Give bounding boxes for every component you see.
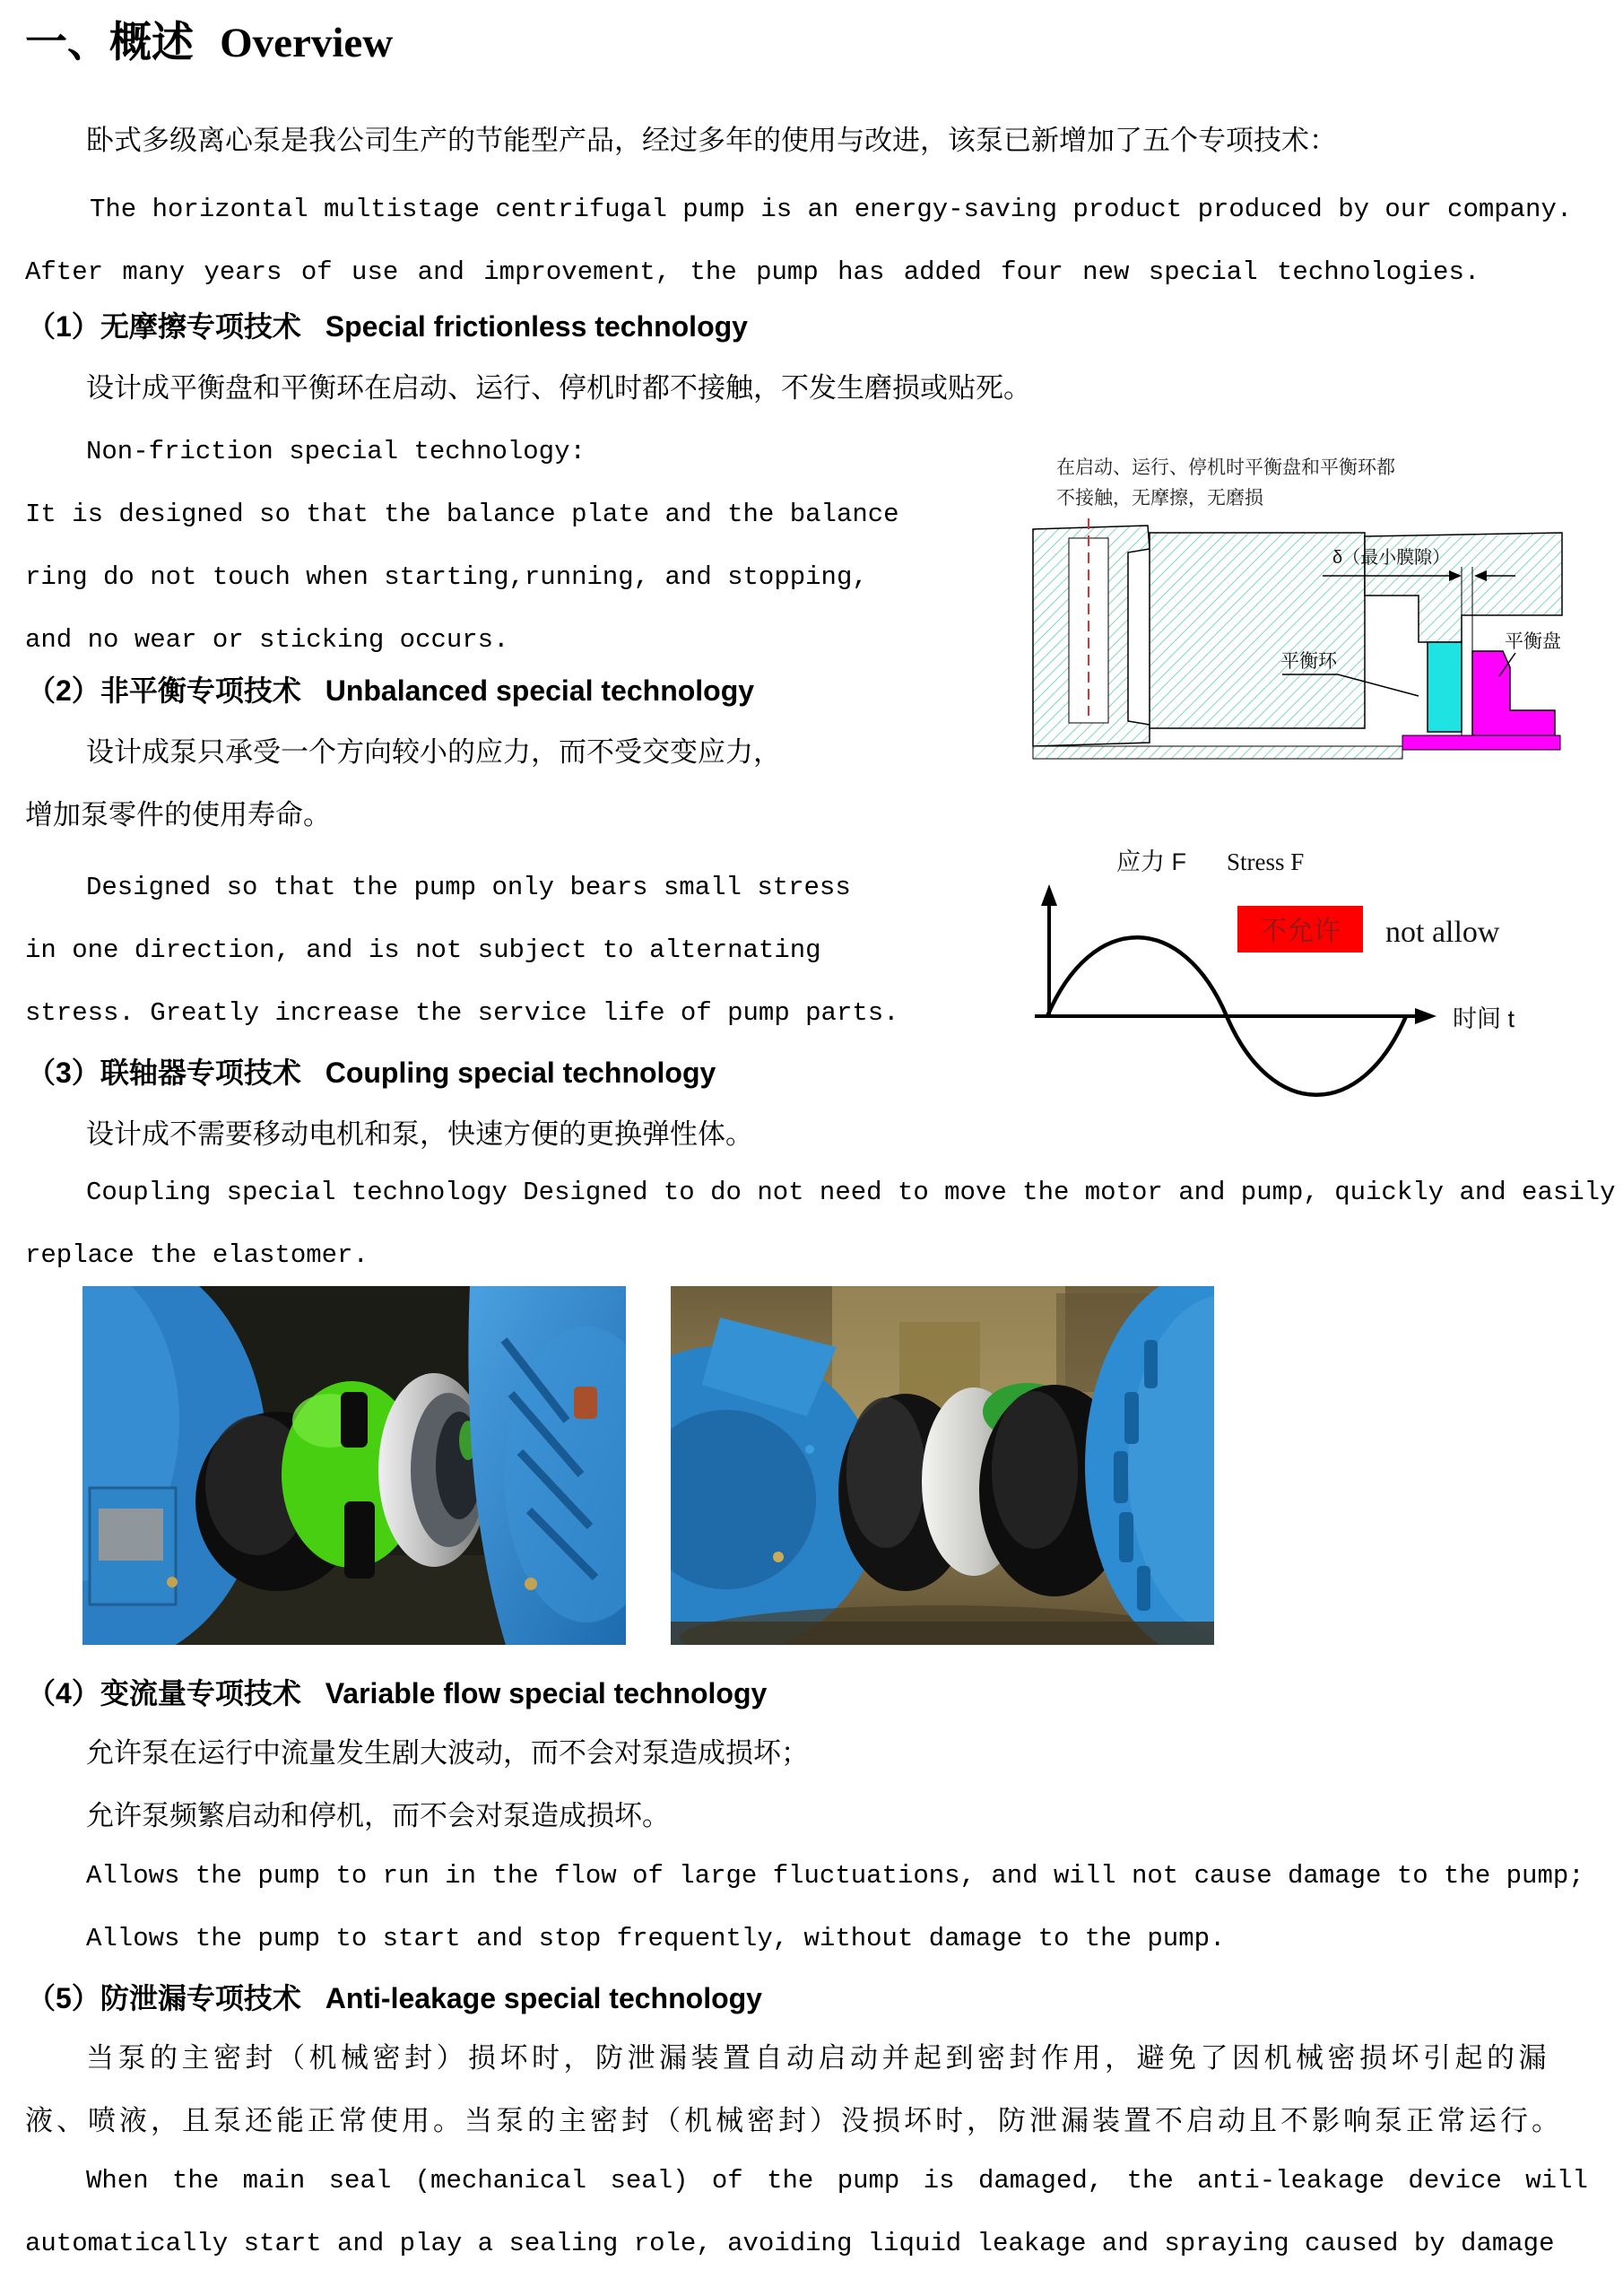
section-5-body-cn-line1: 当泵的主密封（机械密封）损坏时，防泄漏装置自动启动并起到密封作用，避免了因机械密损坏引起的漏 [86,2042,1550,2074]
section-1-body-cn: 设计成平衡盘和平衡环在启动、运行、停机时都不接触，不发生磨损或贴死。 [86,372,1031,404]
section-3-heading [27,1055,716,1091]
not-allow-label-en: not allow [1385,916,1500,949]
section-4-body-en-line1: Allows the pump to run in the flow of large fluctuations, and will not cause damage to the pump; [86,1861,1584,1891]
gap-dimension-label: δ（最小膜隙） [1332,548,1451,568]
section-3-body-cn: 设计成不需要移动电机和泵，快速方便的更换弹性体。 [86,1118,753,1150]
intro-paragraph-cn: 卧式多级离心泵是我公司生产的节能型产品，经过多年的使用与改进，该泵已新增加了五个专项技术： [86,125,1337,156]
section-2-body-cn-line2: 增加泵零件的使用寿命。 [25,799,331,831]
chart-title-cn: 应力 F [1116,848,1186,875]
chart-title-en: Stress F [1227,848,1305,875]
coupling-photo-2 [671,1286,1214,1645]
section-3-body-en-line2: replace the elastomer. [25,1240,369,1270]
section-2-body-cn-line1: 设计成泵只承受一个方向较小的应力，而不受交变应力， [86,736,781,768]
balance-diagram-figure [1013,447,1569,761]
stress-chart [1013,841,1551,1119]
section-5-heading-cn: 防泄漏专项技术 [100,1982,301,2014]
balance-plate-strip [1402,735,1560,750]
section-1-heading [27,309,748,344]
section-2-body-en-line1: Designed so that the pump only bears small stress [86,873,851,902]
page-title-cn: 一、概述 [25,18,194,65]
section-1-heading-en: Special frictionless technology [325,310,748,343]
page-title [25,16,393,70]
balance-plate-label: 平衡盘 [1505,631,1561,652]
section-1-number: （1） [27,310,100,343]
section-5-number: （5） [27,1982,100,2014]
section-5-heading [27,1980,762,2016]
section-1-body-en-line4: and no wear or sticking occurs. [25,625,509,655]
page-title-en: Overview [220,20,394,66]
section-4-number: （4） [27,1677,100,1709]
section-5-body-en-line1: When the main seal (mechanical seal) of the pump is damaged, the anti-leakage device will [86,2166,1588,2196]
diagram-caption-line2: 不接触，无摩擦，无磨损 [1056,488,1263,509]
chart-background [1013,841,1551,1119]
balance-ring-label: 平衡环 [1280,651,1337,672]
not-allow-label-cn: 不允许 [1260,917,1341,946]
coupling-photo-1 [82,1286,626,1645]
section-4-body-cn-line2: 允许泵频繁启动和停机，而不会对泵造成损坏。 [86,1800,670,1831]
section-4-heading [27,1675,767,1711]
coupling-photo-1-image [82,1286,626,1645]
section-1-body-en-line2: It is designed so that the balance plate and the balance [25,500,899,529]
section-3-number: （3） [27,1057,100,1089]
section-2-heading-cn: 非平衡专项技术 [100,674,301,707]
intro-paragraph-en-line1: The horizontal multistage centrifugal pump is an energy-saving product produced by our company. [90,195,1573,224]
section-4-heading-cn: 变流量专项技术 [100,1677,301,1709]
balance-ring-part [1428,642,1462,732]
section-1-body-en-line1: Non-friction special technology: [86,437,586,466]
section-1-heading-cn: 无摩擦专项技术 [100,310,301,343]
section-2-heading-en: Unbalanced special technology [325,674,755,707]
shaft-bottom [1033,746,1402,759]
section-3-heading-cn: 联轴器专项技术 [100,1057,301,1089]
section-2-body-en-line2: in one direction, and is not subject to alternating [25,935,821,965]
section-5-heading-en: Anti-leakage special technology [325,1982,762,2014]
diagram-caption-line1: 在启动、运行、停机时平衡盘和平衡环都 [1056,457,1395,478]
coupling-photo-2-image [671,1286,1214,1645]
section-2-body-en-line3: stress. Greatly increase the service life of pump parts. [25,998,899,1028]
x-axis-label: 时间 t [1453,1005,1515,1032]
section-3-heading-en: Coupling special technology [325,1057,716,1089]
section-4-body-en-line2: Allows the pump to start and stop frequently, without damage to the pump. [86,1924,1226,1953]
section-2-number: （2） [27,674,100,707]
section-3-body-en-line1: Coupling special technology Designed to do not need to move the motor and pump, quickly and easily [86,1178,1616,1207]
intro-paragraph-en-line2: After many years of use and improvement, the pump has added four new special technologies. [25,257,1480,287]
balance-diagram [1013,447,1569,761]
section-4-heading-en: Variable flow special technology [325,1677,768,1709]
section-2-heading [27,673,754,709]
section-1-body-en-line3: ring do not touch when starting,running, and stopping, [25,562,868,592]
section-5-body-cn-line2: 液、喷液，且泵还能正常使用。当泵的主密封（机械密封）没损坏时，防泄漏装置不启动且不影响泵正常运行。 [25,2105,1563,2136]
section-4-body-cn-line1: 允许泵在运行中流量发生剧大波动，而不会对泵造成损坏； [86,1737,809,1769]
section-5-body-en-line2: automatically start and play a sealing role, avoiding liquid leakage and spraying caused by damage [25,2229,1555,2258]
stress-chart-figure [1013,841,1551,1119]
